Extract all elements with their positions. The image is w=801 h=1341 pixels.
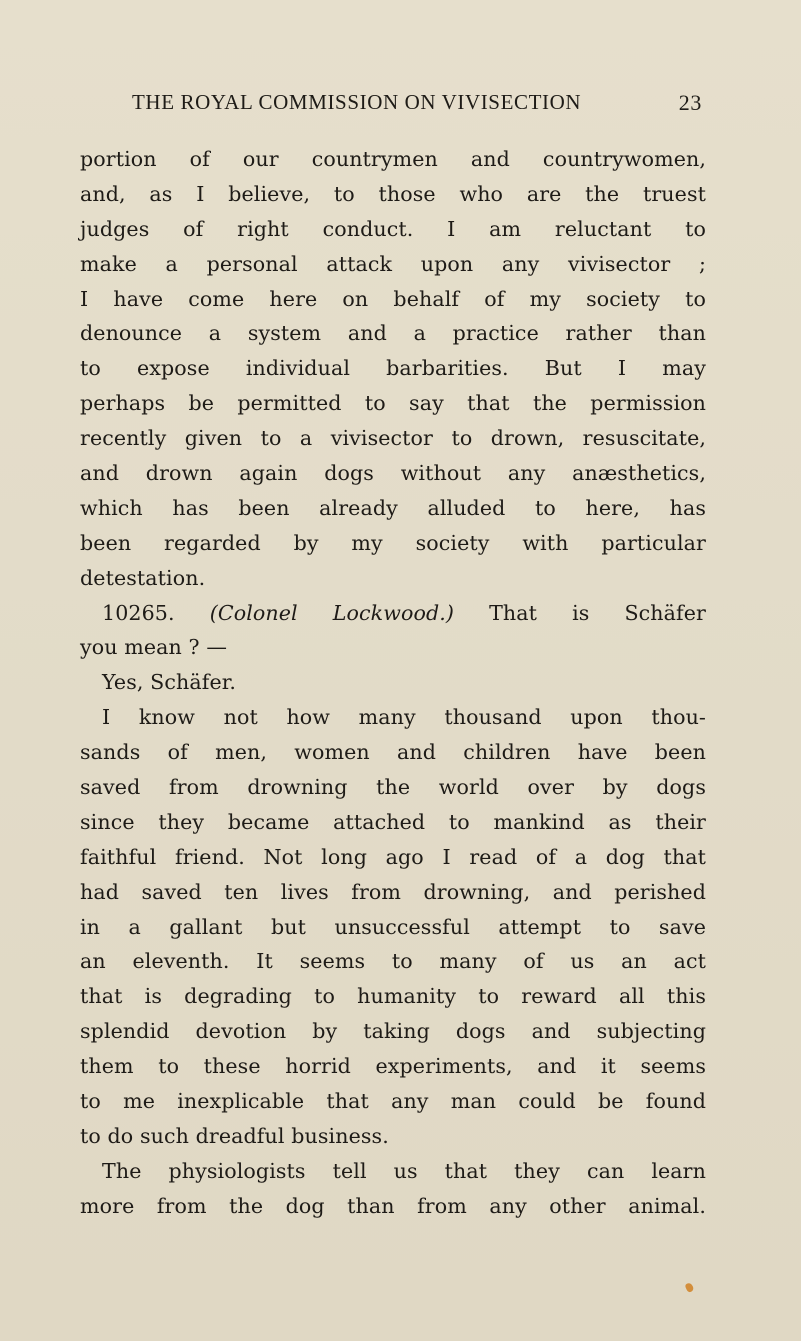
text-line: which has been already alluded to here, has [80, 495, 706, 520]
text-line: to expose individual barbarities. But I may [80, 356, 706, 381]
text-line: I know not how many thousand upon thou- [102, 705, 706, 730]
text-line: had saved ten lives from drowning, and perished [80, 879, 706, 904]
text-line: that is degrading to humanity to reward all this [80, 984, 706, 1009]
question-line [80, 596, 706, 631]
text-line: denounce a system and a practice rather than [80, 321, 706, 346]
text-line: splendid devotion by taking dogs and subjecting [80, 1019, 706, 1044]
text-line: an eleventh. It seems to many of us an act [80, 949, 706, 974]
text-line: them to these horrid experiments, and it seems [80, 1054, 706, 1079]
text-line: I have come here on behalf of my society to [80, 286, 706, 311]
text-line: faithful friend. Not long ago I read of a dog that [80, 844, 706, 869]
answer-line: Yes, Schäfer. [102, 670, 237, 695]
text-line: The physiologists tell us that they can learn [102, 1158, 706, 1183]
text-line: to me inexplicable that any man could be found [80, 1089, 706, 1114]
text-line: since they became attached to mankind as their [80, 809, 706, 834]
text-line: sands of men, women and children have been [80, 740, 706, 765]
text-line: perhaps be permitted to say that the permission [80, 391, 706, 416]
question-text: That is Schäfer [489, 600, 707, 625]
text-line: and, as I believe, to those who are the truest [80, 181, 706, 206]
text-line: and drown again dogs without any anæsthetics, [80, 461, 706, 486]
text-line: make a personal attack upon any vivisector ; [80, 251, 706, 276]
ink-spot [684, 1282, 694, 1293]
text-line: been regarded by my society with particular [80, 530, 706, 555]
text-line: judges of right conduct. I am reluctant to [80, 216, 706, 241]
running-title: THE ROYAL COMMISSION ON VIVISECTION [132, 90, 582, 114]
body-text [80, 142, 706, 1224]
text-line: detestation. [80, 565, 206, 590]
question-number: 10265. [102, 600, 175, 625]
text-line: you mean ? — [80, 635, 228, 660]
text-line: in a gallant but unsuccessful attempt to save [80, 914, 706, 939]
speaker-name: (Colonel Lockwood.) [209, 600, 455, 625]
text-line: recently given to a vivisector to drown, resuscitate, [80, 426, 706, 451]
page-number: 23 [678, 90, 702, 115]
running-head [132, 90, 702, 115]
text-line: to do such dreadful business. [80, 1123, 389, 1148]
text-line: more from the dog than from any other animal. [80, 1193, 706, 1218]
text-line: portion of our countrymen and countrywomen, [80, 147, 706, 171]
text-line: saved from drowning the world over by dogs [80, 775, 706, 800]
